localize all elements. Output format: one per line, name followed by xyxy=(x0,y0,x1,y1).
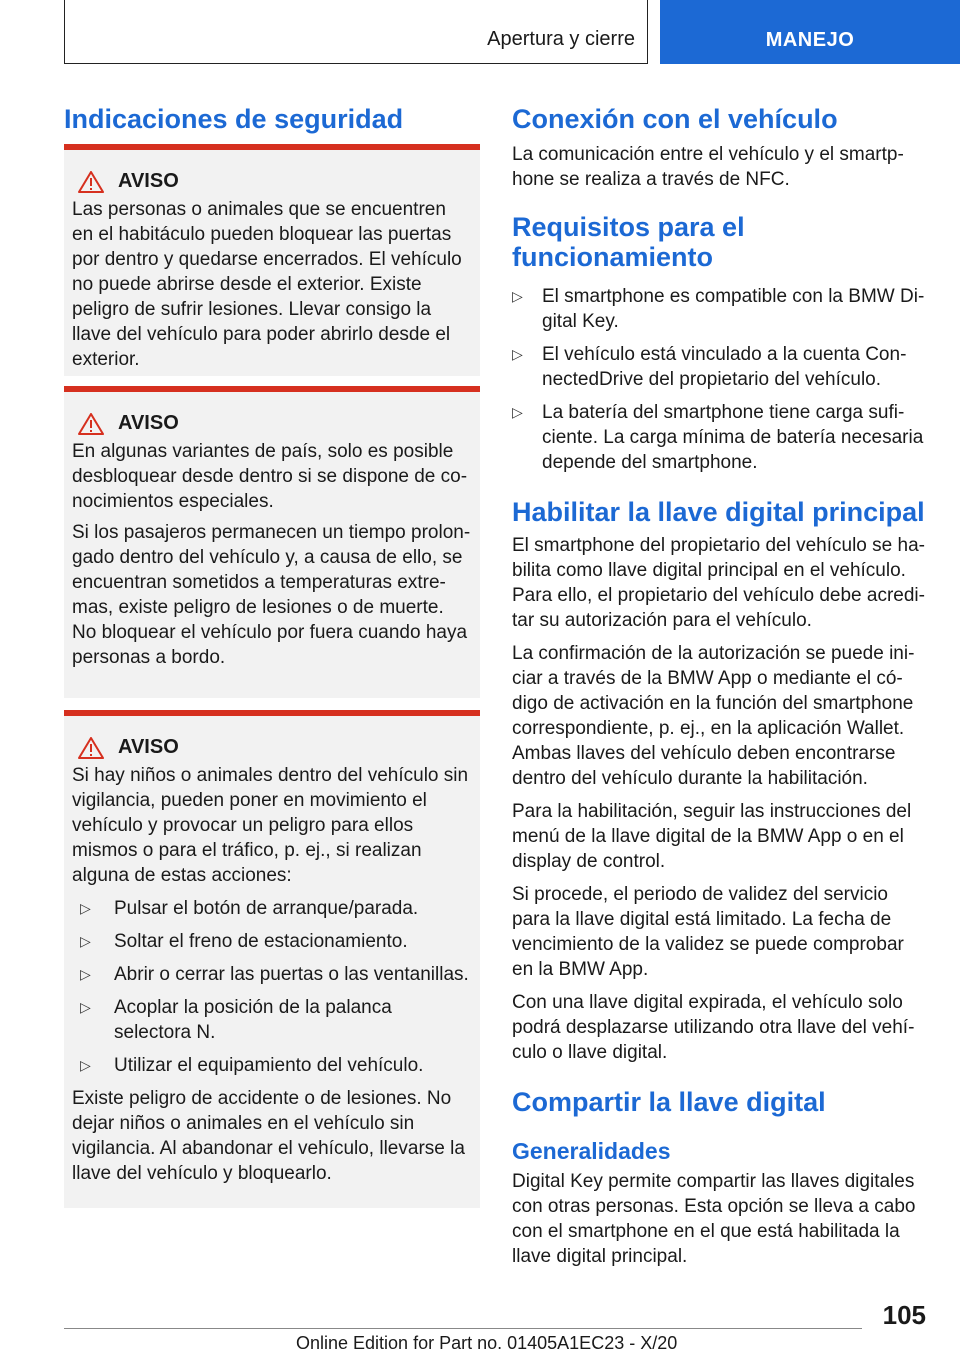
footer-divider xyxy=(64,1328,862,1329)
warning-triangle-icon xyxy=(78,737,104,759)
right-column xyxy=(512,104,930,1269)
page-number: 105 xyxy=(882,1300,926,1330)
list-item: ▷ El smartphone es compatible con la BMW Digital Key. xyxy=(512,286,925,332)
warning-box-3 xyxy=(64,710,480,1208)
warning-header xyxy=(78,412,472,435)
section-title-share-key: Compartir la llave digital xyxy=(512,1087,826,1117)
warning-header xyxy=(78,170,472,193)
list-item: ▷ Utilizar el equipamiento del vehículo. xyxy=(80,1055,424,1076)
warning-box-1 xyxy=(64,144,480,376)
paragraph: Si procede, el periodo de validez del servicio para la llave digital está limitado. La fecha de vencimiento de la validez se puede comprobar en la BMW App. xyxy=(512,884,904,980)
triangle-bullet-icon: ▷ xyxy=(80,999,91,1015)
warning-text: En algunas variantes de país, solo es posible desbloquear desde dentro si se dispone de conocimientos especiales. xyxy=(72,441,468,512)
section-title-safety: Indicaciones de seguridad xyxy=(64,104,404,134)
triangle-bullet-icon: ▷ xyxy=(512,404,523,420)
triangle-bullet-icon: ▷ xyxy=(80,933,91,949)
paragraph: Digital Key permite compartir las llaves digitales con otras personas. Esta opción se lleva a cabo con el smartphone en el que está habilitada la llave digital principal. xyxy=(512,1171,916,1267)
warning-triangle-icon xyxy=(78,413,104,435)
header-section-title: Apertura y cierre xyxy=(487,28,635,50)
left-column xyxy=(64,104,480,134)
list-item: ▷ La batería del smartphone tiene carga suficiente. La carga mínima de batería necesaria depende del smartphone. xyxy=(512,402,924,473)
warning-text: Si los pasajeros permanecen un tiempo prolongado dentro del vehículo y, a causa de ello, se encuentran sometidos a temperaturas extremas, existe peligro de lesiones o de muerte. No bloquear el vehículo por fuera cuando haya personas a bordo. xyxy=(72,522,471,668)
paragraph: El smartphone del propietario del vehículo se habilita como llave digital principal en el vehículo. Para ello, el propietario del vehículo debe acreditar su autorización para el vehículo. xyxy=(512,535,925,631)
section-title-requirements: Requisitos para el funcionamiento xyxy=(512,212,745,272)
warning-text: Las personas o animales que se encuentren en el habitáculo pueden bloquear las puertas por dentro y quedarse encerrados. El vehículo no puede abrirse desde el exterior. Existe peligro de sufrir lesiones. Llevar consigo la llave del vehículo para poder abrirlo desde el exterior. xyxy=(72,199,462,370)
triangle-bullet-icon: ▷ xyxy=(80,966,91,982)
footer-edition: Online Edition for Part no. 01405A1EC23 - X/20 xyxy=(296,1333,678,1353)
warning-title: AVISO xyxy=(118,412,179,434)
triangle-bullet-icon: ▷ xyxy=(80,1057,91,1073)
section-title-enable-key: Habilitar la llave digital principal xyxy=(512,497,925,527)
subsection-title-general: Generalidades xyxy=(512,1138,671,1164)
list-item: ▷ Abrir o cerrar las puertas o las ventanillas. xyxy=(80,964,469,985)
header-chapter-tab[interactable]: MANEJO xyxy=(660,0,960,64)
list-item: ▷ Acoplar la posición de la palanca selectora N. xyxy=(80,997,392,1043)
warning-header xyxy=(78,736,472,759)
warning-title: AVISO xyxy=(118,736,179,758)
warning-triangle-icon xyxy=(78,171,104,193)
warning-outro: Existe peligro de accidente o de lesiones. No dejar niños o animales en el vehículo sin vigilancia. Al abandonar el vehículo, llevarse la llave del vehículo y bloquearlo. xyxy=(72,1088,465,1184)
triangle-bullet-icon: ▷ xyxy=(80,900,91,916)
connection-text: La comunicación entre el vehículo y el smartphone se realiza a través de NFC. xyxy=(512,144,904,190)
list-item: ▷ Pulsar el botón de arranque/parada. xyxy=(80,898,419,919)
list-item: ▷ Soltar el freno de estacionamiento. xyxy=(80,931,408,952)
triangle-bullet-icon: ▷ xyxy=(512,288,523,304)
requirements-list xyxy=(512,284,930,475)
warning-box-2 xyxy=(64,386,480,698)
list-item: ▷ El vehículo está vinculado a la cuenta ConnectedDrive del propietario del vehículo. xyxy=(512,344,907,390)
triangle-bullet-icon: ▷ xyxy=(512,346,523,362)
warning-title: AVISO xyxy=(118,170,179,192)
paragraph: La confirmación de la autorización se puede iniciar a través de la BMW App o mediante el código de activación en la función del smartphone correspondiente, p. ej., en la aplicación Wallet. Ambas llaves del vehículo deben encontrarse dentro del vehículo durante la habilitación. xyxy=(512,643,915,789)
paragraph: Con una llave digital expirada, el vehículo solo podrá desplazarse utilizando otra llave del vehículo o llave digital. xyxy=(512,992,915,1063)
warning-action-list xyxy=(80,896,472,1078)
section-title-connection: Conexión con el vehículo xyxy=(512,104,838,134)
paragraph: Para la habilitación, seguir las instrucciones del menú de la llave digital de la BMW App o en el display de control. xyxy=(512,801,912,872)
warning-intro: Si hay niños o animales dentro del vehículo sin vigilancia, pueden poner en movimiento el vehículo y provocar un peligro para ellos mismos o para el tráfico, p. ej., si realizan alguna de estas acciones: xyxy=(72,765,469,886)
